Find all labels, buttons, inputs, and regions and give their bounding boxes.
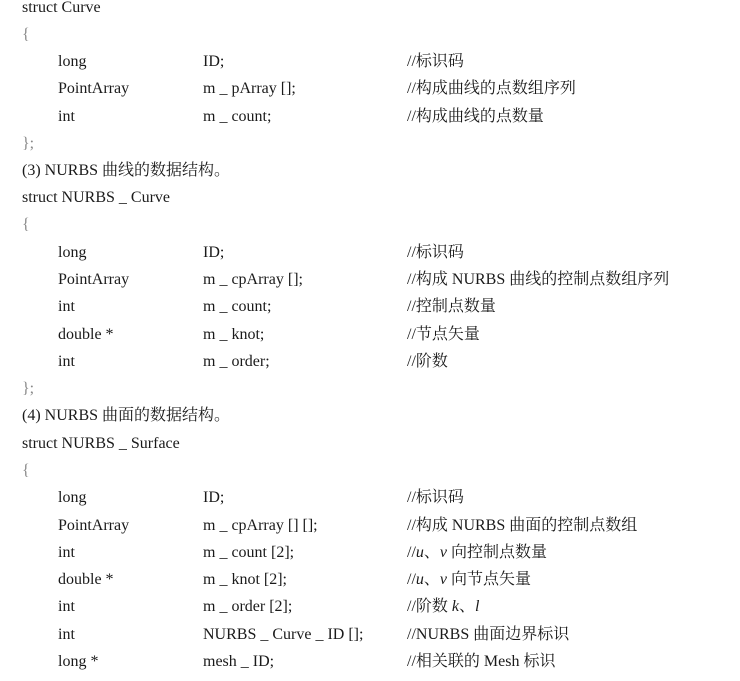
field-comment: //NURBS 曲面边界标识 <box>407 626 570 643</box>
code-field-row <box>0 324 740 346</box>
field-type: int <box>58 108 75 125</box>
comment-var-l: l <box>475 598 480 615</box>
section-4-heading-line <box>0 405 740 427</box>
field-name: m _ knot; <box>203 326 265 343</box>
code-field-row <box>0 78 740 100</box>
field-type: double * <box>58 571 114 588</box>
open-brace: { <box>22 26 30 43</box>
struct-nurbs-curve-header-line <box>0 187 740 209</box>
field-type: int <box>58 626 75 643</box>
field-comment <box>407 569 531 591</box>
field-type: double * <box>58 326 114 343</box>
section-3-heading-line <box>0 160 740 182</box>
field-type: PointArray <box>58 80 130 97</box>
struct-nurbs-surface-header: struct NURBS _ Surface <box>22 435 180 452</box>
open-brace: { <box>22 462 30 479</box>
comment-var-v: v <box>439 544 448 561</box>
field-comment: //阶数 <box>407 353 448 370</box>
code-field-row <box>0 624 740 646</box>
close-brace: }; <box>22 380 35 397</box>
code-field-row <box>0 515 740 537</box>
comment-prefix: // <box>407 571 416 588</box>
field-comment: //标识码 <box>407 489 464 506</box>
comment-sep: 、 <box>459 598 476 615</box>
code-field-row <box>0 51 740 73</box>
comment-var-u: u <box>415 544 424 561</box>
field-comment <box>407 542 547 564</box>
struct-curve-header: struct Curve <box>22 0 101 16</box>
field-name: m _ order [2]; <box>203 598 293 615</box>
field-name: m _ cpArray [] []; <box>203 517 318 534</box>
open-brace: { <box>22 216 30 233</box>
comment-var-u: u <box>415 571 424 588</box>
struct-nurbs-curve-close-line <box>0 378 740 400</box>
field-type: long <box>58 244 87 261</box>
section-4-heading: (4) NURBS 曲面的数据结构。 <box>22 407 231 424</box>
struct-nurbs-curve-header: struct NURBS _ Curve <box>22 189 170 206</box>
field-name: ID; <box>203 244 225 261</box>
section-3-heading: (3) NURBS 曲线的数据结构。 <box>22 162 231 179</box>
code-field-row <box>0 487 740 509</box>
field-comment: //相关联的 Mesh 标识 <box>407 653 556 670</box>
code-field-row <box>0 542 740 564</box>
comment-rest: 向控制点数量 <box>447 544 548 561</box>
field-comment: //标识码 <box>407 244 464 261</box>
field-type: int <box>58 298 75 315</box>
code-field-row <box>0 242 740 264</box>
code-field-row <box>0 106 740 128</box>
field-name: mesh _ ID; <box>203 653 275 670</box>
comment-var-k: k <box>451 598 460 615</box>
code-field-row <box>0 596 740 618</box>
field-name: m _ count; <box>203 108 272 125</box>
field-type: int <box>58 353 75 370</box>
field-name: ID; <box>203 53 225 70</box>
field-name: m _ cpArray []; <box>203 271 303 288</box>
struct-nurbs-surface-header-line <box>0 433 740 455</box>
field-comment: //构成曲线的点数量 <box>407 108 544 125</box>
comment-var-v: v <box>439 571 448 588</box>
struct-nurbs-surface-open-line <box>0 460 740 482</box>
comment-sep: 、 <box>423 571 440 588</box>
struct-curve-open-brace-line <box>0 24 740 46</box>
field-name: m _ knot [2]; <box>203 571 287 588</box>
field-type: int <box>58 544 75 561</box>
field-comment: //节点矢量 <box>407 326 480 343</box>
field-type: PointArray <box>58 271 130 288</box>
field-type: long * <box>58 653 99 670</box>
field-comment: //构成 NURBS 曲面的控制点数组 <box>407 517 638 534</box>
field-comment: //控制点数量 <box>407 298 496 315</box>
comment-prefix: //阶数 <box>407 598 452 615</box>
field-comment <box>407 596 479 618</box>
code-field-row <box>0 351 740 373</box>
field-name: m _ pArray []; <box>203 80 296 97</box>
field-type: PointArray <box>58 517 130 534</box>
field-name: m _ count; <box>203 298 272 315</box>
field-name: NURBS _ Curve _ ID []; <box>203 626 364 643</box>
field-name: ID; <box>203 489 225 506</box>
code-field-row <box>0 569 740 591</box>
close-brace: }; <box>22 135 35 152</box>
code-field-row <box>0 651 740 673</box>
field-type: long <box>58 53 87 70</box>
field-comment: //标识码 <box>407 53 464 70</box>
struct-curve-header-line <box>0 0 740 19</box>
comment-rest: 向节点矢量 <box>447 571 532 588</box>
field-name: m _ count [2]; <box>203 544 295 561</box>
field-name: m _ order; <box>203 353 270 370</box>
struct-nurbs-curve-open-line <box>0 214 740 236</box>
field-type: long <box>58 489 87 506</box>
code-field-row <box>0 269 740 291</box>
struct-curve-close-line <box>0 133 740 155</box>
field-comment: //构成曲线的点数组序列 <box>407 80 576 97</box>
comment-sep: 、 <box>423 544 440 561</box>
field-comment: //构成 NURBS 曲线的控制点数组序列 <box>407 271 670 288</box>
field-type: int <box>58 598 75 615</box>
comment-prefix: // <box>407 544 416 561</box>
code-field-row <box>0 296 740 318</box>
